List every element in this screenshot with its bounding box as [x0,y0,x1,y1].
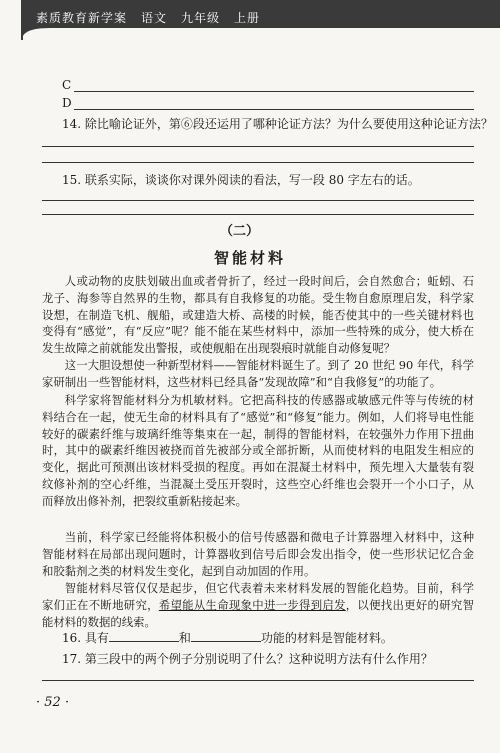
q16-prefix: 16. 具有 [62,631,109,645]
book-title: 素质教育新学案 [36,11,128,25]
paragraph-5-text: 智能材料尽管仅仅是起步，但它代表着未来材料发展的智能化趋势。目前，科学家们正在不断地研究， [42,581,474,612]
answer-line [42,214,474,215]
page-header [0,0,500,40]
question-14: 14. 除比喻论证外，第⑥段还运用了哪种论证方法？为什么要使用这种论证方法？ [62,117,493,131]
question-16 [62,630,393,646]
subject-label: 语文 [141,11,168,25]
volume-label: 上册 [234,11,261,25]
underlined-sentence: 希望能从生命现象中进一步得到启发 [158,597,346,612]
paragraph-5 [42,580,474,630]
answer-line [42,200,474,201]
q16-middle: 和 [178,631,191,645]
question-15: 15. 联系实际，谈谈你对课外阅读的看法，写一段 80 字左右的话。 [62,173,420,187]
answer-blank[interactable] [109,630,179,642]
section-label: （二） [220,224,260,239]
answer-blank[interactable] [191,630,261,642]
page-number: · 52 · [36,695,70,710]
grade-label: 九年级 [181,11,221,25]
q16-suffix: 功能的材料是智能材料。 [260,631,393,645]
article-title: 智能材料 [213,249,286,267]
option-d-line [62,96,474,112]
paragraph-3: 科学家将智能材料分为机敏材料。它把高科技的传感器或敏感元件等与传统的材料结合在一起，使无生命的材料具有了“感觉”和“修复”能力。例如，人们将导电性能较好的碳素纤维与玻璃纤维等集束在一起，制得的智能材料，在较强外力作用下扭曲时，其中的碳素纤维因被挠而首先被部分或全部折断，从而使材料的电阻发生相应的变化，据此可预测出该材料受损的程度。再如在混凝土材料中，预先埋入大量装有裂纹修补剂的空心纤维，当混凝土受压开裂时，这些空心纤维也会裂开一个小口子，从而释放出修补剂，把裂纹重新粘接起来。 [42,393,474,508]
answer-line [42,680,474,681]
option-label: C [62,78,72,92]
answer-line [42,146,474,147]
paragraph-1: 人或动物的皮肤划破出血或者骨折了，经过一段时间后，会自然愈合；蚯蚓、石龙子、海参等自然界的生物，都具有自我修复的功能。受生物自愈原理启发，科学家设想，在制造飞机、舰船，或建造大桥、高楼的时候，能否使其中的一些关键材料也变得有“感觉”，有“反应”呢？能不能在某些材料中，添加一些特殊的成分，使大桥在发生故障之前就能发出警报，或使舰船在出现裂痕时就能自动修复呢？ [42,274,474,356]
question-17: 17. 第三段中的两个例子分别说明了什么？这种说明方法有什么作用？ [62,652,433,666]
answer-line [42,162,474,163]
paragraph-4: 当前，科学家已经能将体积极小的信号传感器和微电子计算器埋入材料中，这种智能材料在局部出现问题时，计算器收到信号后即会发出指令，使一些形状记忆合金和胶黏剂之类的材料发生变化，起到自动加固的作用。 [42,530,474,578]
paragraph-2: 这一大胆设想使一种新型材料——智能材料诞生了。到了 20 世纪 90 年代，科学家研制出一些智能材料，这些材料已经具备“发现故障”和“自我修复”的功能了。 [42,358,474,389]
option-label: D [62,96,72,110]
paragraph-5-end: ，以便找出更好的研究智能材料的数据的线索。 [42,597,474,629]
option-c-line [62,78,474,94]
